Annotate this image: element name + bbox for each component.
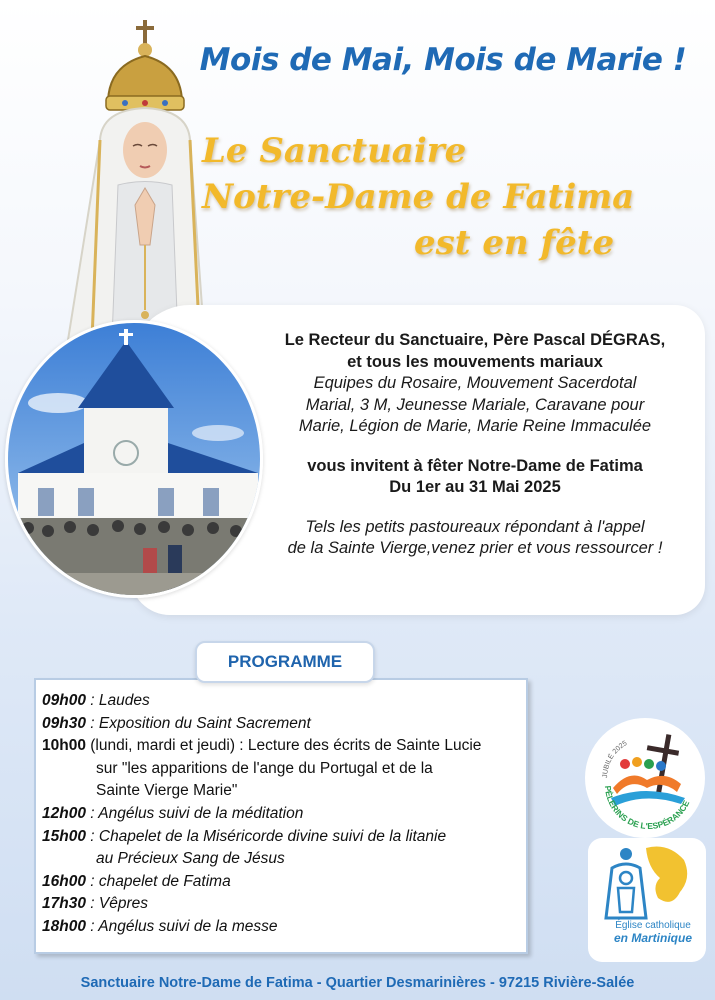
programme-item: 09h30 : Exposition du Saint Sacrement <box>42 714 311 732</box>
invitation-line: vous invitent à fêter Notre-Dame de Fatima <box>307 456 643 475</box>
eglise-logo-text <box>600 920 706 944</box>
footer-address: Sanctuaire Notre-Dame de Fatima - Quartier Desmarinières - 97215 Rivière-Salée <box>80 975 635 991</box>
programme-item: 15h00 : Chapelet de la Miséricorde divine suivi de la litanie au Précieux Sang de Jésus <box>42 827 447 868</box>
programme-title: PROGRAMME <box>195 641 375 683</box>
movements-list-2: Marial, 3 M, Jeunesse Mariale, Caravane pour <box>305 395 645 414</box>
headline: Mois de Mai, Mois de Marie ! <box>199 42 687 78</box>
movements-intro: et tous les mouvements mariaux <box>347 352 603 371</box>
movements-list-3: Marie, Légion de Marie, Marie Reine Immaculée <box>298 417 652 435</box>
invitation-text <box>255 330 695 560</box>
programme-item: 18h00 : Angélus suivi de la messe <box>42 917 278 935</box>
programme-item: 09h00 : Laudes <box>42 692 150 709</box>
programme-item: 16h00 : chapelet de Fatima <box>42 872 231 890</box>
fete-line-2: Notre-Dame de Fatima <box>202 177 635 217</box>
church-photo <box>5 320 263 598</box>
eglise-line-1: Église catholique <box>615 920 691 931</box>
svg-text:JUBILÉ 2025: JUBILÉ 2025 <box>601 739 629 779</box>
closing-line-2: de la Sainte Vierge,venez prier et vous ressourcer ! <box>287 539 663 557</box>
event-dates: Du 1er au 31 Mai 2025 <box>389 478 561 496</box>
svg-text:PÈLERINS DE L'ESPÉRANCE: PÈLERINS DE L'ESPÉRANCE <box>602 785 692 832</box>
fete-line-1: Le Sanctuaire <box>202 131 467 171</box>
closing-line-1: Tels les petits pastoureaux répondant à l'appel <box>305 517 645 536</box>
programme-item: 10h00 (lundi, mardi et jeudi) : Lecture des écrits de Sainte Lucie sur "les apparitions de l'ange du Portugal et de la Sainte Vierge Marie" <box>42 737 482 800</box>
movements-list-1: Equipes du Rosaire, Mouvement Sacerdotal <box>313 374 637 392</box>
sanctuary-festivity-title <box>196 128 666 266</box>
programme-box <box>34 678 528 954</box>
rector-line: Le Recteur du Sanctuaire, Père Pascal DÉGRAS, <box>284 331 666 349</box>
programme-item: 17h30 : Vêpres <box>42 895 148 913</box>
eglise-line-2: en Martinique <box>613 931 692 945</box>
programme-item: 12h00 : Angélus suivi de la méditation <box>42 804 304 822</box>
fete-line-3: est en fête <box>414 223 615 263</box>
jubilee-logo <box>585 718 705 838</box>
